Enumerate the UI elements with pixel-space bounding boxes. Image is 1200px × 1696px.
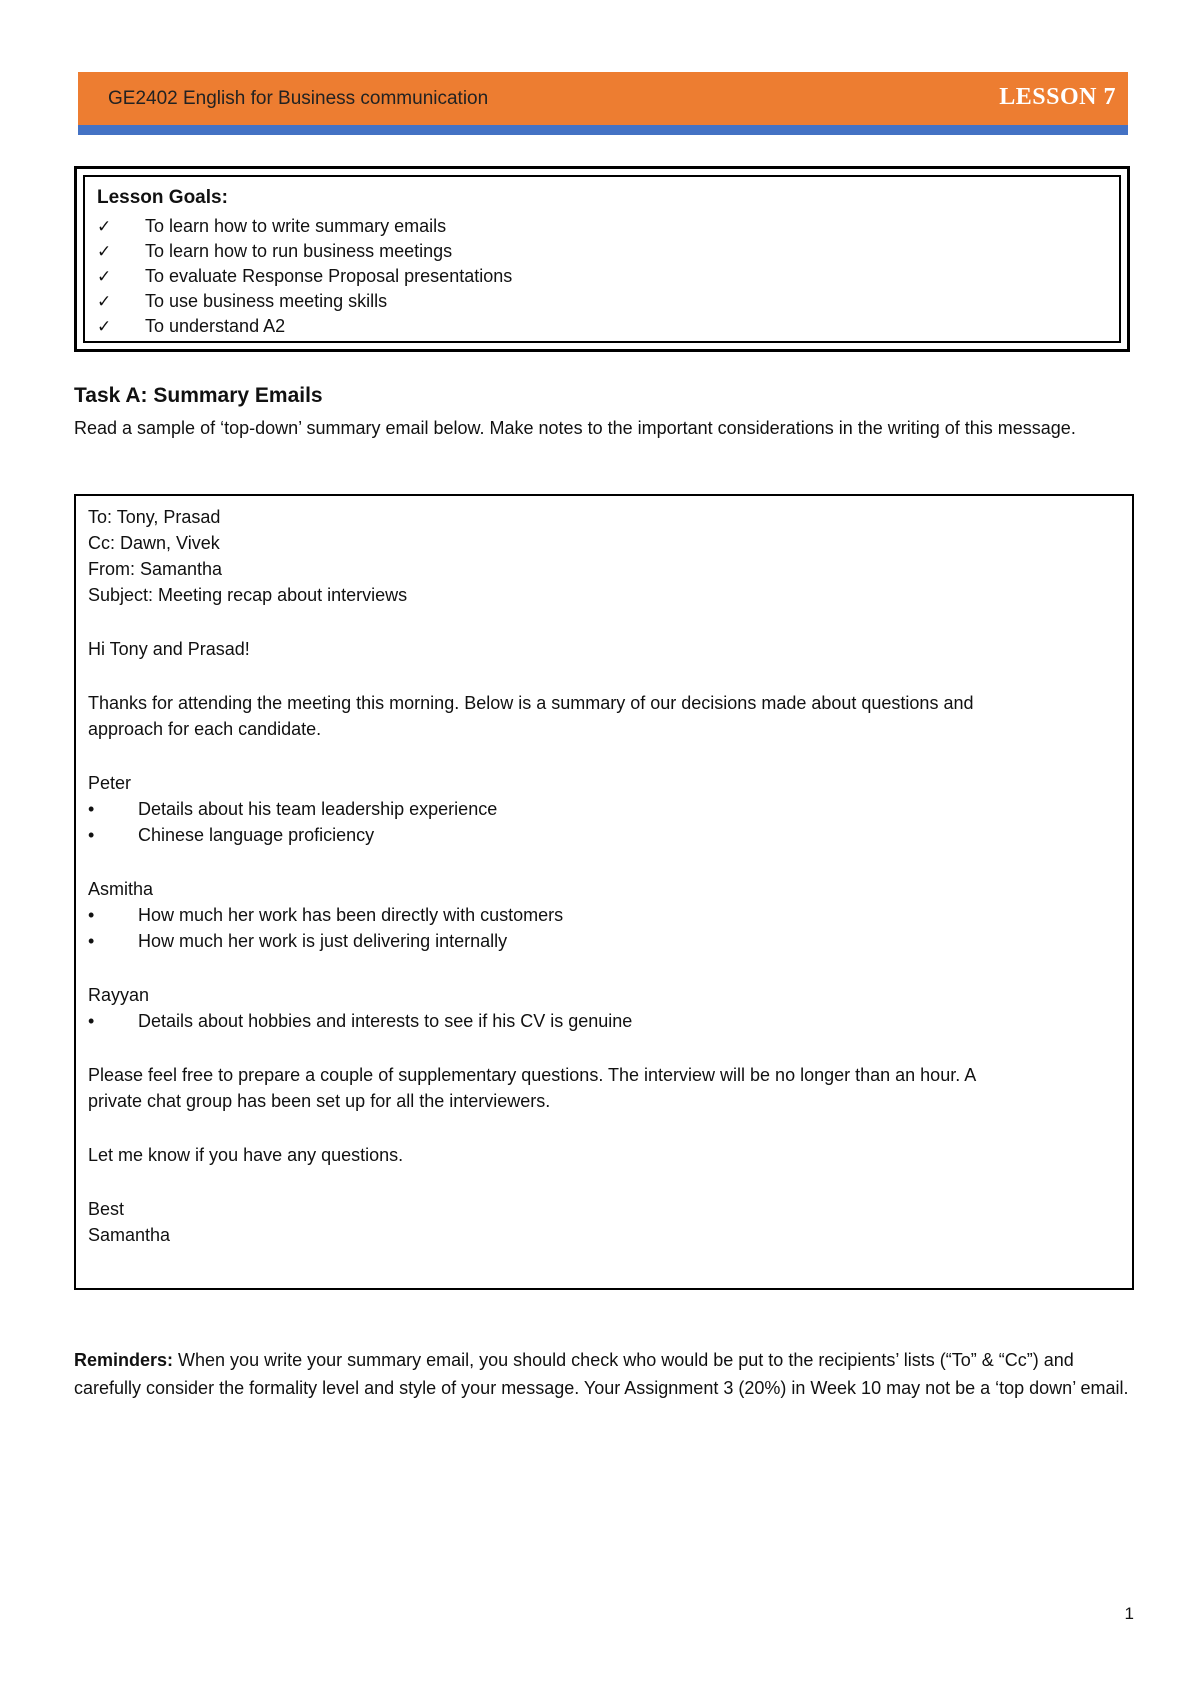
checkmark-icon: ✓ bbox=[97, 242, 112, 262]
goal-item: ✓ To learn how to run business meetings bbox=[97, 238, 452, 264]
email-paragraph: Please feel free to prepare a couple of supplementary questions. The interview will be no longer than an hour. A bbox=[88, 1065, 977, 1085]
course-title: GE2402 English for Business communication bbox=[108, 88, 489, 109]
list-item: • How much her work is just delivering internally bbox=[88, 928, 507, 954]
email-subject: Subject: Meeting recap about interviews bbox=[88, 585, 408, 605]
checkmark-icon: ✓ bbox=[97, 267, 112, 287]
candidate-name: Rayyan bbox=[88, 985, 150, 1005]
checkmark-icon: ✓ bbox=[97, 292, 112, 312]
bullet-icon: • bbox=[88, 931, 95, 951]
page-number: 1 bbox=[1124, 1604, 1134, 1623]
goal-item: ✓ To learn how to write summary emails bbox=[97, 213, 446, 239]
email-signature: Samantha bbox=[88, 1225, 171, 1245]
goal-item: ✓ To evaluate Response Proposal presentations bbox=[97, 263, 512, 289]
email-signoff: Best bbox=[88, 1199, 125, 1219]
bullet-icon: • bbox=[88, 905, 95, 925]
reminders-text: When you write your summary email, you should check who would be put to the recipients’ lists (“To” & “Cc”) and carefully consider the formality level and style of your message. Your Assignment 3 (20%) in Week 10 may not be a ‘top down’ email. bbox=[74, 1350, 1129, 1398]
sample-email-box bbox=[74, 494, 1134, 1290]
goal-item: ✓ To understand A2 bbox=[97, 313, 285, 339]
lesson-number: LESSON 7 bbox=[999, 84, 1116, 110]
candidate-name: Asmitha bbox=[88, 879, 154, 899]
list-item: • Details about hobbies and interests to see if his CV is genuine bbox=[88, 1008, 632, 1034]
email-from: From: Samantha bbox=[88, 559, 223, 579]
goal-item: ✓ To use business meeting skills bbox=[97, 288, 387, 314]
email-paragraph: Let me know if you have any questions. bbox=[88, 1145, 404, 1165]
list-item: • Details about his team leadership experience bbox=[88, 796, 497, 822]
list-item: • Chinese language proficiency bbox=[88, 822, 374, 848]
checkmark-icon: ✓ bbox=[97, 317, 112, 337]
email-greeting: Hi Tony and Prasad! bbox=[88, 639, 250, 659]
checkmark-icon: ✓ bbox=[97, 217, 112, 237]
email-to: To: Tony, Prasad bbox=[88, 507, 221, 527]
list-item: • How much her work has been directly with customers bbox=[88, 902, 563, 928]
candidate-name: Peter bbox=[88, 773, 132, 793]
lesson-goals-box bbox=[74, 166, 1130, 352]
lesson-goals-title: Lesson Goals: bbox=[97, 187, 228, 208]
bullet-icon: • bbox=[88, 1011, 95, 1031]
task-instructions: Read a sample of ‘top-down’ summary email below. Make notes to the important considerations in the writing of this message. bbox=[74, 418, 1076, 438]
bullet-icon: • bbox=[88, 825, 95, 845]
bullet-icon: • bbox=[88, 799, 95, 819]
email-paragraph: Thanks for attending the meeting this morning. Below is a summary of our decisions made about questions and bbox=[88, 693, 974, 713]
lesson-header bbox=[78, 72, 1128, 128]
email-cc: Cc: Dawn, Vivek bbox=[88, 533, 220, 553]
task-heading: Task A: Summary Emails bbox=[74, 384, 323, 407]
email-paragraph: private chat group has been set up for all the interviewers. bbox=[88, 1091, 551, 1111]
reminders-note bbox=[74, 1346, 1134, 1402]
reminders-label: Reminders: bbox=[74, 1350, 174, 1370]
email-paragraph: approach for each candidate. bbox=[88, 719, 322, 739]
header-underline bbox=[78, 125, 1128, 135]
